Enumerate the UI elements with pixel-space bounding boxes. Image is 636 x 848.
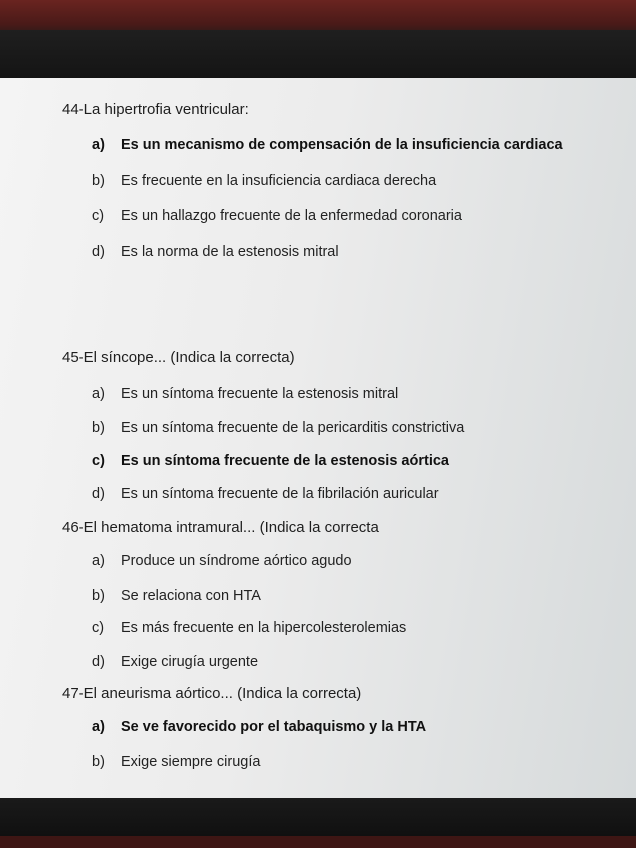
- option-letter: d): [92, 654, 105, 670]
- option-text: Es un síntoma frecuente de la pericarditis constrictiva: [121, 420, 465, 436]
- question-45-option-d: [92, 486, 439, 502]
- option-text: Es un hallazgo frecuente de la enfermedad coronaria: [121, 208, 462, 224]
- question-47-title: 47-El aneurisma aórtico... (Indica la correcta): [62, 685, 362, 702]
- question-45-option-c: [92, 453, 449, 469]
- option-text: Es un mecanismo de compensación de la insuficiencia cardiaca: [121, 137, 563, 153]
- option-text: Es un síntoma frecuente la estenosis mitral: [121, 386, 399, 402]
- option-text: Se ve favorecido por el tabaquismo y la HTA: [121, 719, 427, 735]
- option-text: Es más frecuente en la hipercolesterolemias: [121, 620, 407, 636]
- option-letter: c): [92, 620, 105, 636]
- question-45-option-b: [92, 420, 464, 436]
- option-letter: d): [92, 244, 105, 260]
- option-letter: d): [92, 486, 105, 502]
- option-text: Se relaciona con HTA: [121, 588, 261, 604]
- question-44-title: 44-La hipertrofia ventricular:: [62, 101, 249, 118]
- question-45-option-a: [92, 386, 398, 402]
- question-44-option-b: [92, 173, 436, 189]
- option-letter: b): [92, 754, 105, 770]
- question-46-option-d: [92, 654, 258, 670]
- question-46-title: 46-El hematoma intramural... (Indica la correcta: [62, 519, 379, 536]
- option-text: Produce un síndrome aórtico agudo: [121, 553, 352, 569]
- question-46-option-a: [92, 553, 352, 569]
- question-47-option-b: [92, 754, 260, 770]
- option-letter: c): [92, 453, 105, 469]
- option-letter: a): [92, 137, 105, 153]
- option-letter: c): [92, 208, 105, 224]
- question-44-option-a: [92, 137, 563, 153]
- question-46-option-b: [92, 588, 261, 604]
- option-text: Es un síntoma frecuente de la fibrilación auricular: [121, 486, 439, 502]
- option-text: Exige cirugía urgente: [121, 654, 259, 670]
- option-text: Exige siempre cirugía: [121, 754, 261, 770]
- option-letter: a): [92, 553, 105, 569]
- question-44-option-c: [92, 208, 462, 224]
- question-44-option-d: [92, 244, 339, 260]
- option-letter: b): [92, 588, 105, 604]
- option-letter: b): [92, 173, 105, 189]
- option-text: Es frecuente en la insuficiencia cardiaca derecha: [121, 173, 437, 189]
- option-letter: a): [92, 386, 105, 402]
- question-47-option-a: [92, 719, 426, 735]
- question-46-option-c: [92, 620, 406, 636]
- option-letter: b): [92, 420, 105, 436]
- option-text: Es la norma de la estenosis mitral: [121, 244, 339, 260]
- option-letter: a): [92, 719, 105, 735]
- option-text: Es un síntoma frecuente de la estenosis aórtica: [121, 453, 449, 469]
- question-45-title: 45-El síncope... (Indica la correcta): [62, 349, 295, 366]
